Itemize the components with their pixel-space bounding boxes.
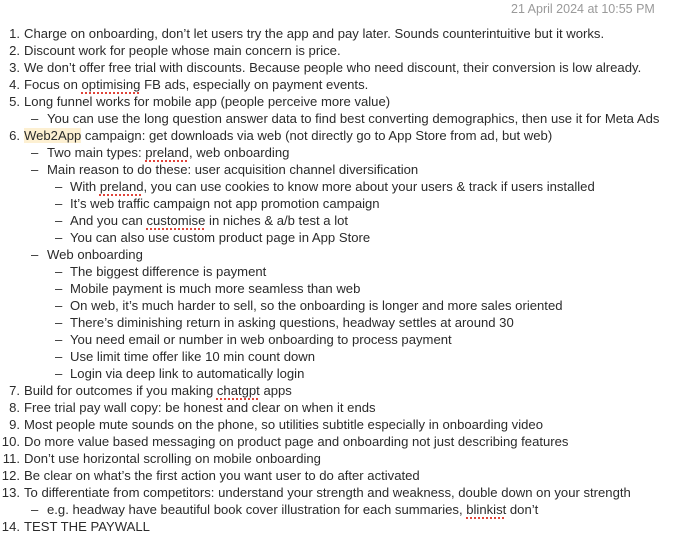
sub-list-item [0,110,690,127]
list-item-text: Long funnel works for mobile app (people perceive more value) [24,94,391,109]
list-number: 9. [9,417,20,432]
sub-sub-list-item [0,195,690,212]
list-item-text: Do more value based messaging on product page and onboarding not just describing features [24,434,569,449]
bullet-dash: – [55,230,63,245]
sub-sub-list-item [0,297,690,314]
list-number: 10. [1,434,20,449]
list-item-text: Main reason to do these: user acquisition channel diversification [47,162,419,177]
sub-list-item [0,246,690,263]
misspelled-word[interactable]: customise [146,213,206,228]
list-item-text: Web onboarding [47,247,143,262]
sub-sub-list-item [0,314,690,331]
list-item-text: Discount work for people whose main concern is price. [24,43,341,58]
misspelled-word[interactable]: optimising [81,77,141,92]
list-number: 3. [9,60,20,75]
list-item [0,382,690,399]
list-item-text: Charge on onboarding, don’t let users try the app and pay later. Sounds counterintuitive but it works. [24,26,605,41]
list-number: 6. [9,128,20,143]
bullet-dash: – [55,196,63,211]
bullet-dash: – [55,264,63,279]
bullet-dash: – [55,298,63,313]
list-number: 4. [9,77,20,92]
list-number: 5. [9,94,20,109]
sub-sub-list-item [0,331,690,348]
list-item [0,433,690,450]
sub-sub-list-item [0,348,690,365]
list-item-text: Don’t use horizontal scrolling on mobile onboarding [24,451,321,466]
bullet-dash: – [31,247,39,262]
list-item [0,484,690,501]
sub-sub-list-item [0,212,690,229]
list-item-text: You can use the long question answer data to find best converting demographics, then use it for Meta Ads [47,111,660,126]
note-timestamp: 21 April 2024 at 10:55 PM [511,2,655,16]
bullet-dash: – [31,502,39,517]
list-item-text: With preland, you can use cookies to know more about your users & track if users installed [70,179,595,194]
sub-sub-list-item [0,178,690,195]
list-item-text: It’s web traffic campaign not app promotion campaign [70,196,380,211]
list-number: 7. [9,383,20,398]
misspelled-word[interactable]: blinkist [466,502,507,517]
list-item [0,42,690,59]
bullet-dash: – [55,315,63,330]
bullet-dash: – [55,332,63,347]
list-item-text: On web, it’s much harder to sell, so the onboarding is longer and more sales oriented [70,298,563,313]
highlighted-text: Web2App [24,128,82,143]
list-item [0,467,690,484]
bullet-dash: – [55,281,63,296]
sub-list-item [0,161,690,178]
list-item-text: To differentiate from competitors: understand your strength and weakness, double down on your strength [24,485,631,500]
bullet-dash: – [55,179,63,194]
bullet-dash: – [31,111,39,126]
list-item [0,416,690,433]
list-item-text: e.g. headway have beautiful book cover illustration for each summaries, blinkist don’t [47,502,539,517]
bullet-dash: – [55,349,63,364]
list-item-text: Focus on optimising FB ads, especially on payment events. [24,77,369,92]
list-item-text: Mobile payment is much more seamless than web [70,281,361,296]
bullet-dash: – [55,213,63,228]
list-item [0,25,690,42]
list-number: 11. [2,451,20,466]
list-item-text: Two main types: preland, web onboarding [47,145,290,160]
bullet-dash: – [31,162,39,177]
sub-sub-list-item [0,280,690,297]
list-item [0,93,690,110]
list-item-text: There’s diminishing return in asking questions, headway settles at around 30 [70,315,514,330]
list-item [0,127,690,144]
list-item-text: Most people mute sounds on the phone, so utilities subtitle especially in onboarding video [24,417,543,432]
list-item-text: And you can customise in niches & a/b test a lot [70,213,349,228]
sub-list-item [0,144,690,161]
list-item-text: You can also use custom product page in App Store [70,230,371,245]
list-number: 13. [1,485,20,500]
sub-sub-list-item [0,229,690,246]
misspelled-word[interactable]: preland [145,145,189,160]
list-number: 1. [9,26,20,41]
list-number: 8. [9,400,20,415]
list-item-text: Build for outcomes if you making chatgpt apps [24,383,292,398]
list-item-text: Web2App campaign: get downloads via web (not directly go to App Store from ad, but web) [24,128,553,143]
list-item [0,76,690,93]
misspelled-word[interactable]: chatgpt [216,383,260,398]
list-item [0,518,690,535]
list-item-text: You need email or number in web onboarding to process payment [70,332,452,347]
list-item-text: The biggest difference is payment [70,264,267,279]
list-item-text: Login via deep link to automatically login [70,366,305,381]
list-item-text: Free trial pay wall copy: be honest and clear on when it ends [24,400,376,415]
list-number: 12. [1,468,20,483]
list-number: 14. [1,519,20,534]
sub-sub-list-item [0,263,690,280]
misspelled-word[interactable]: preland [99,179,144,194]
list-number: 2. [9,43,20,58]
sub-sub-list-item [0,365,690,382]
note-body[interactable] [0,25,690,535]
list-item [0,450,690,467]
list-item [0,59,690,76]
list-item-text: Be clear on what’s the first action you want user to do after activated [24,468,420,483]
list-item-text: Use limit time offer like 10 min count down [70,349,316,364]
sub-list-item [0,501,690,518]
list-item-text: TEST THE PAYWALL [24,519,150,534]
bullet-dash: – [55,366,63,381]
list-item [0,399,690,416]
bullet-dash: – [31,145,39,160]
list-item-text: We don’t offer free trial with discounts. Because people who need discount, their conversion is low already. [24,60,642,75]
